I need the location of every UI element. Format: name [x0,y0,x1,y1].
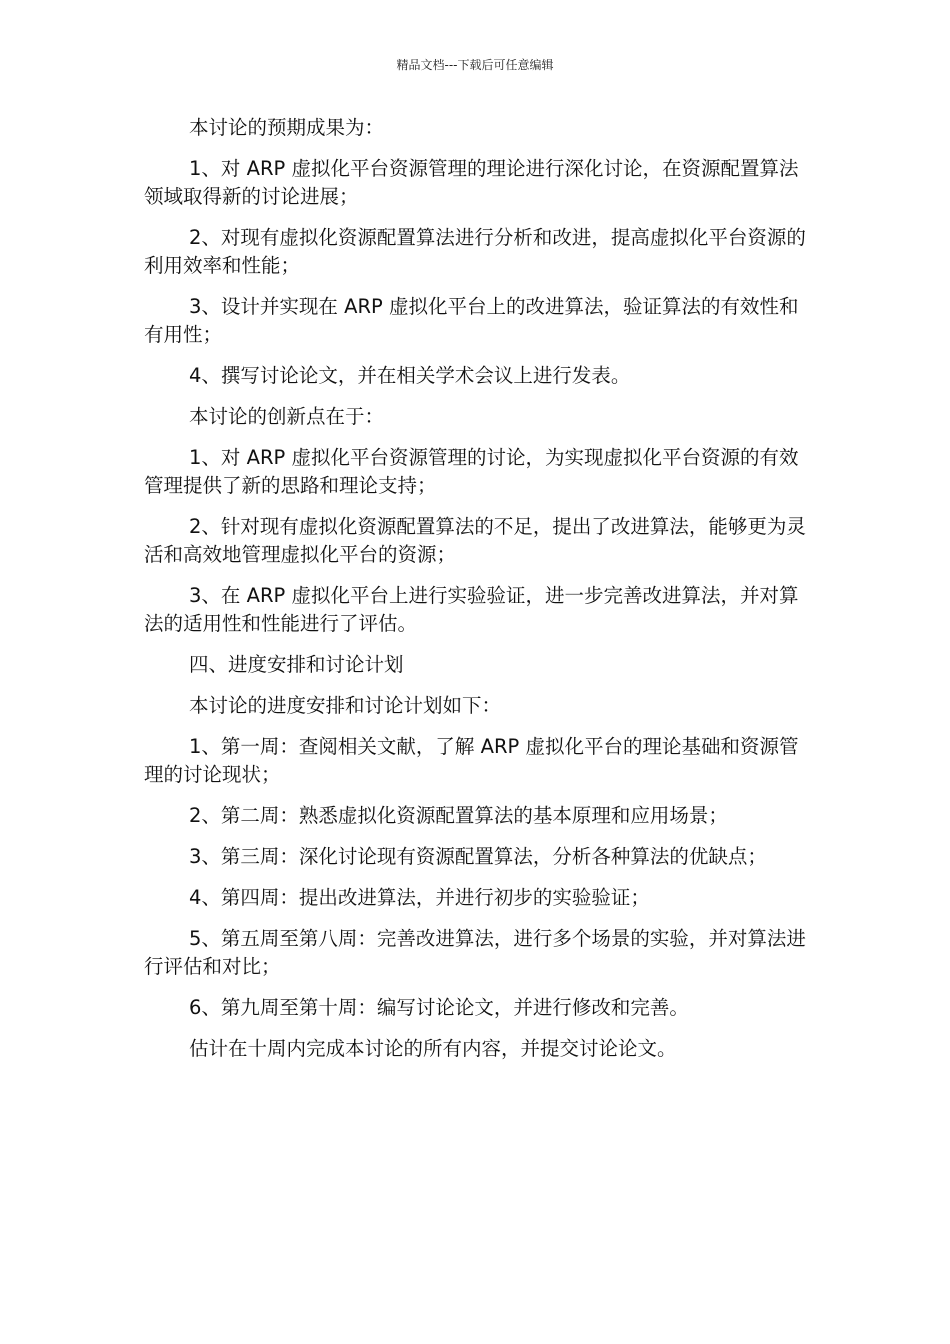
paragraph-innovation-1: 1、对 ARP 虚拟化平台资源管理的讨论，为实现虚拟化平台资源的有效管理提供了新的思路和理论支持； [144,446,799,497]
paragraph-schedule-week-2: 2、第二周：熟悉虚拟化资源配置算法的基本原理和应用场景； [189,804,728,827]
paragraph-expected-results-intro: 本讨论的预期成果为： [189,116,385,139]
paragraph-conclusion: 估计在十周内完成本讨论的所有内容，并提交讨论论文。 [189,1037,677,1060]
page-header: 精品文档---下载后可任意编辑 [396,58,554,72]
paragraph-schedule-week-4: 4、第四周：提出改进算法，并进行初步的实验验证； [189,886,650,909]
paragraph-result-4: 4、撰写讨论论文，并在相关学术会议上进行发表。 [189,364,631,387]
paragraph-schedule-week-1: 1、第一周：查阅相关文献，了解 ARP 虚拟化平台的理论基础和资源管理的讨论现状； [144,735,799,786]
paragraph-schedule-week-9-10: 6、第九周至第十周：编写讨论论文，并进行修改和完善。 [189,996,689,1019]
paragraph-result-3: 3、设计并实现在 ARP 虚拟化平台上的改进算法，验证算法的有效性和有用性； [144,295,799,346]
paragraph-innovation-intro: 本讨论的创新点在于： [189,405,385,428]
paragraph-innovation-3: 3、在 ARP 虚拟化平台上进行实验验证，进一步完善改进算法，并对算法的适用性和性能进行了评估。 [144,584,799,635]
document-body [144,114,806,1076]
paragraph-schedule-intro: 本讨论的进度安排和讨论计划如下： [189,694,502,717]
paragraph-result-1: 1、对 ARP 虚拟化平台资源管理的理论进行深化讨论，在资源配置算法领域取得新的讨论进展； [144,157,799,208]
paragraph-schedule-week-3: 3、第三周：深化讨论现有资源配置算法，分析各种算法的优缺点； [189,845,767,868]
section-heading-schedule: 四、进度安排和讨论计划 [189,653,404,676]
paragraph-innovation-2: 2、针对现有虚拟化资源配置算法的不足，提出了改进算法，能够更为灵活和高效地管理虚拟化平台的资源； [144,515,806,566]
paragraph-schedule-week-5-8: 5、第五周至第八周：完善改进算法，进行多个场景的实验，并对算法进行评估和对比； [144,927,806,978]
paragraph-result-2: 2、对现有虚拟化资源配置算法进行分析和改进，提高虚拟化平台资源的利用效率和性能； [144,226,806,277]
